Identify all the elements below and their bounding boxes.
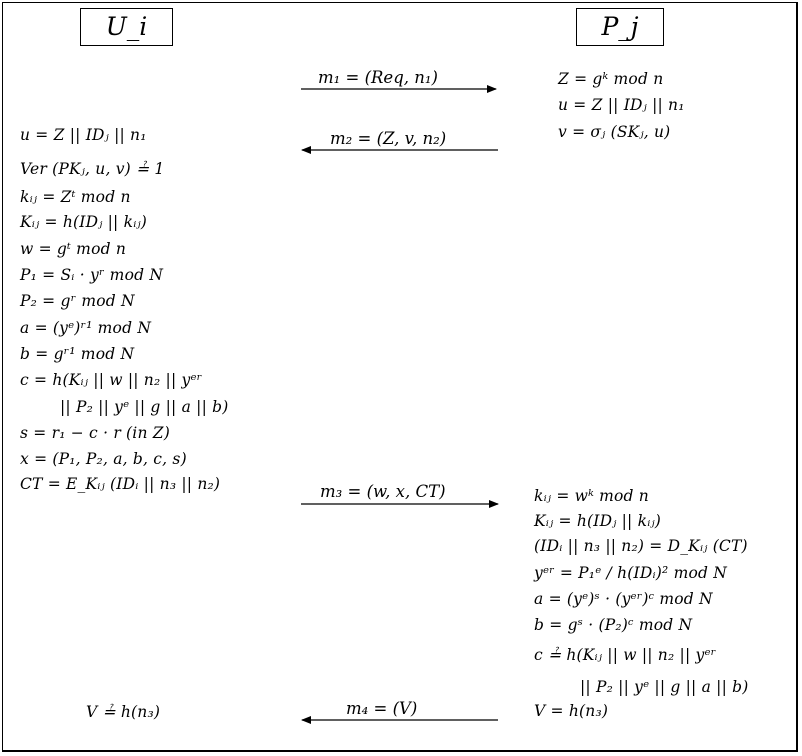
- pj-step2-line: (IDᵢ || n₃ || n₂) = D_Kᵢⱼ (CT): [534, 537, 748, 555]
- ui-step-line: s = r₁ − c · r (in Z): [20, 424, 170, 442]
- ui-step-line: u = Z || IDⱼ || n₁: [20, 126, 147, 144]
- message-label-m1: m₁ = (Req, n₁): [318, 68, 438, 87]
- pj-step2-line: Kᵢⱼ = h(IDⱼ || kᵢⱼ): [534, 512, 662, 530]
- party-box-ui: U_i: [80, 8, 173, 46]
- ui-step-line: w = gᵗ mod n: [20, 240, 127, 258]
- ui-step-line: || P₂ || yᵉ || g || a || b): [60, 398, 229, 416]
- pj-step2-line: yᵉʳ = P₁ᵉ / h(IDᵢ)² mod N: [534, 564, 728, 582]
- ui-step-line: P₁ = Sᵢ · yʳ mod N: [20, 266, 164, 284]
- ui-step-line: kᵢⱼ = Zᵗ mod n: [20, 188, 131, 206]
- ui-step-line: CT = E_Kᵢⱼ (IDᵢ || n₃ || n₂): [20, 475, 221, 493]
- pj-step1-line: Z = gᵏ mod n: [558, 70, 664, 88]
- pj-step2-line: kᵢⱼ = wᵏ mod n: [534, 487, 649, 505]
- ui-step-line: c = h(Kᵢⱼ || w || n₂ || yᵉʳ: [20, 371, 203, 389]
- message-label-m3: m₃ = (w, x, CT): [320, 482, 446, 501]
- ui-step-line: Ver (PKⱼ, u, v) ≟ 1: [20, 160, 165, 178]
- ui-final-verify: V ≟ h(n₃): [86, 703, 161, 721]
- ui-step-line: Kᵢⱼ = h(IDⱼ || kᵢⱼ): [20, 213, 148, 231]
- message-label-m2: m₂ = (Z, v, n₂): [330, 129, 447, 148]
- pj-step2-line: || P₂ || yᵉ || g || a || b): [580, 678, 749, 696]
- ui-step-line: b = gʳ¹ mod N: [20, 345, 135, 363]
- pj-step2-line: a = (yᵉ)ˢ · (yᵉʳ)ᶜ mod N: [534, 590, 713, 608]
- ui-step-line: P₂ = gʳ mod N: [20, 292, 135, 310]
- pj-step1-line: u = Z || IDⱼ || n₁: [558, 96, 685, 114]
- ui-step-line: x = (P₁, P₂, a, b, c, s): [20, 450, 187, 468]
- ui-step-line: a = (yᵉ)ʳ¹ mod N: [20, 319, 152, 337]
- pj-step1-line: v = σⱼ (SKⱼ, u): [558, 123, 671, 141]
- pj-step2-line: c ≟ h(Kᵢⱼ || w || n₂ || yᵉʳ: [534, 646, 717, 664]
- party-box-pj: P_j: [576, 8, 664, 46]
- pj-step2-line: V = h(n₃): [534, 702, 609, 720]
- pj-step2-line: b = gˢ · (P₂)ᶜ mod N: [534, 616, 693, 634]
- message-label-m4: m₄ = (V): [346, 699, 418, 718]
